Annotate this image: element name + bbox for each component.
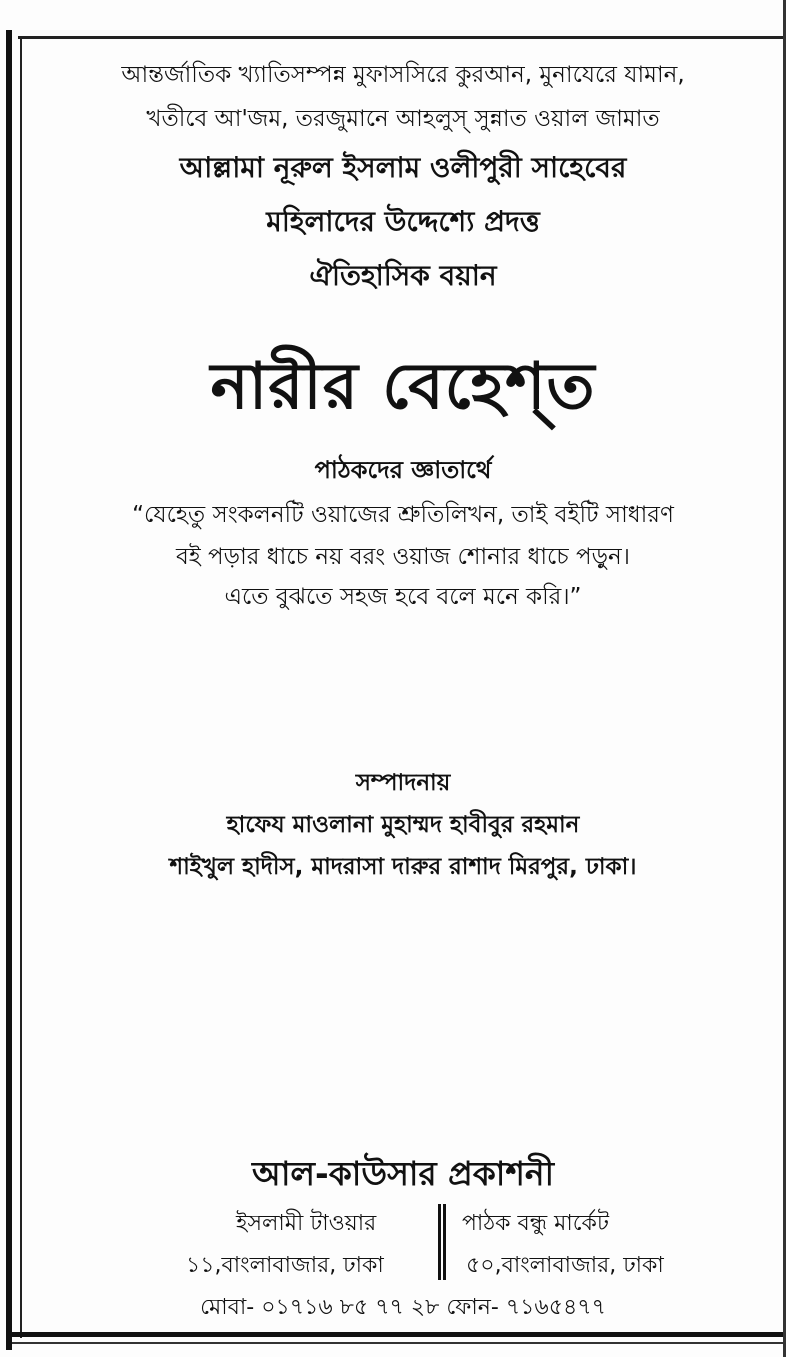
address-right-line-1: পাঠক বন্ধু মার্কেট	[462, 1211, 609, 1236]
frame-left-thick-border	[6, 30, 12, 1350]
reader-note-line-1: “যেহেতু সংকলনটি ওয়াজের শ্রুতিলিখন, তাই বইটি সাধারণ	[132, 502, 674, 528]
book-title: নারীর বেহেশ্‌ত	[210, 350, 596, 424]
frame-bottom-border	[12, 1332, 786, 1337]
reader-note-heading: পাঠকদের জ্ঞাতার্থে	[314, 456, 492, 484]
frame-bottom-thin-border	[12, 1342, 786, 1344]
author-line-2: মহিলাদের উদ্দেশ্যে প্রদত্ত	[266, 205, 540, 238]
publisher-phone: মোবা- ০১৭১৬ ৮৫ ৭৭ ২৮ ফোন- ৭১৬৫৪৭৭	[200, 1295, 606, 1320]
editor-name: হাফেয মাওলানা মুহাম্মদ হাবীবুর রহমান	[226, 812, 580, 838]
address-divider	[438, 1204, 446, 1280]
intro-line-2: খতীবে আ'জম, তরজুমানে আহলুস্ সুন্নাত ওয়াল জামাত	[146, 106, 660, 132]
reader-note-line-2: বই পড়ার ধাচে নয় বরং ওয়াজ শোনার ধাচে পড়ুন।	[175, 544, 631, 570]
address-left-line-2: ১১,বাংলাবাজার, ঢাকা	[186, 1253, 384, 1278]
address-left-line-1: ইসলামী টাওয়ার	[236, 1211, 377, 1236]
editor-position: শাইখুল হাদীস, মাদরাসা দারুর রাশাদ মিরপুর, ঢাকা।	[169, 854, 637, 880]
address-right-line-2: ৫০,বাংলাবাজার, ঢাকা	[466, 1253, 664, 1278]
author-line-3: ঐতিহাসিক বয়ান	[309, 259, 497, 292]
editor-heading: সম্পাদনায়	[355, 770, 451, 796]
intro-line-1: আন্তর্জাতিক খ্যাতিসম্পন্ন মুফাসসিরে কুরআন, মুনাযেরে যামান,	[121, 62, 685, 88]
reader-note-line-3: এতে বুঝতে সহজ হবে বলে মনে করি।”	[224, 584, 582, 610]
author-line-1: আল্লামা নূরুল ইসলাম ওলীপুরী সাহেবের	[179, 151, 627, 184]
frame-top-border	[18, 36, 786, 39]
publisher-name: আল-কাউসার প্রকাশনী	[251, 1154, 555, 1193]
frame-left-thin-border	[20, 38, 22, 1338]
